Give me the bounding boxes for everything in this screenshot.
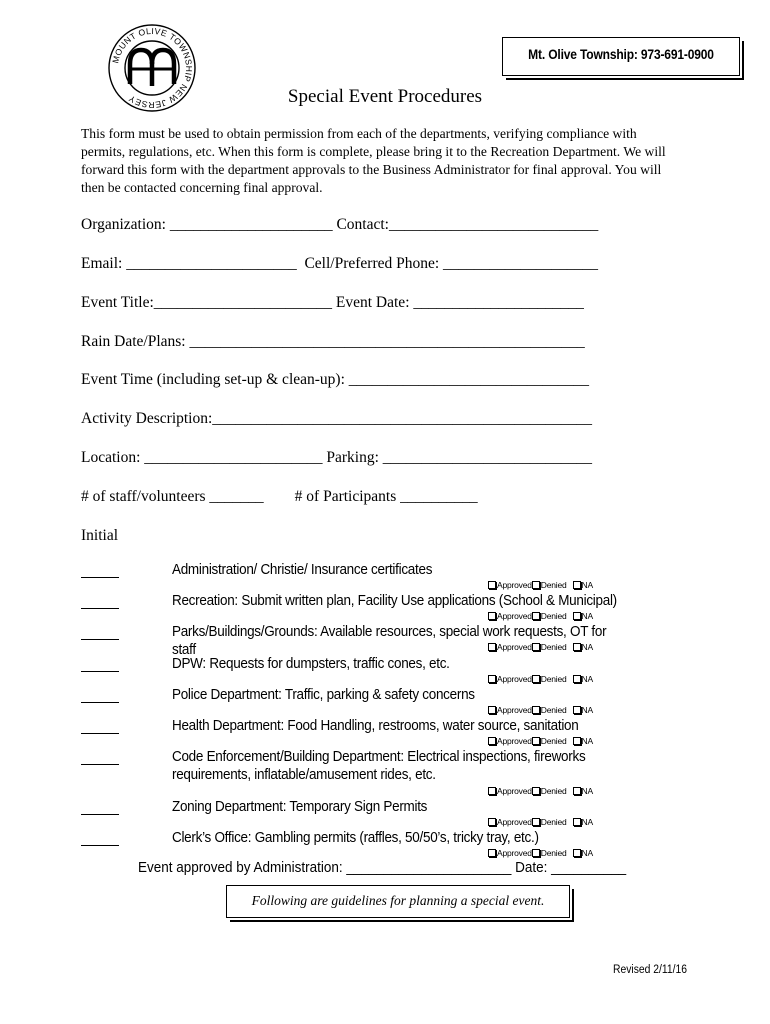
- approved-checkbox[interactable]: [488, 787, 496, 795]
- na-checkbox[interactable]: [573, 849, 581, 857]
- denied-label: Denied: [540, 642, 567, 652]
- initial-blank[interactable]: [81, 732, 119, 734]
- phone-number: Mt. Olive Township: 973-691-0900: [528, 46, 714, 62]
- approved-label: Approved: [497, 848, 532, 858]
- event-title-date-field[interactable]: Event Title:_______________________ Event Date: ______________________: [81, 294, 584, 311]
- na-checkbox[interactable]: [573, 737, 581, 745]
- department-line: Health Department: Food Handling, restrooms, water source, sanitation: [172, 718, 579, 734]
- department-requirement: [172, 717, 628, 735]
- denied-label: Denied: [540, 580, 567, 590]
- initial-blank[interactable]: [81, 638, 119, 640]
- approved-label: Approved: [497, 736, 532, 746]
- department-requirement: [172, 623, 628, 659]
- initial-blank[interactable]: [81, 763, 119, 765]
- approved-checkbox[interactable]: [488, 849, 496, 857]
- denied-checkbox[interactable]: [532, 849, 540, 857]
- na-label: NA: [581, 611, 593, 621]
- initial-blank[interactable]: [81, 607, 119, 609]
- approved-checkbox[interactable]: [488, 818, 496, 826]
- approval-status-options: [488, 611, 593, 621]
- phone-box: [502, 37, 740, 76]
- approval-status-options: [488, 848, 593, 858]
- na-label: NA: [581, 736, 593, 746]
- department-line: Police Department: Traffic, parking & safety concerns: [172, 687, 475, 703]
- denied-checkbox[interactable]: [532, 643, 540, 651]
- initial-blank[interactable]: [81, 576, 119, 578]
- na-label: NA: [581, 674, 593, 684]
- approval-status-options: [488, 817, 593, 827]
- department-requirement: [172, 748, 628, 784]
- approved-checkbox[interactable]: [488, 643, 496, 651]
- department-line: DPW: Requests for dumpsters, traffic cones, etc.: [172, 656, 450, 672]
- department-requirement: [172, 686, 628, 704]
- na-label: NA: [581, 705, 593, 715]
- event-time-field[interactable]: Event Time (including set-up & clean-up): _______________________________: [81, 371, 590, 388]
- denied-checkbox[interactable]: [532, 787, 540, 795]
- approved-label: Approved: [497, 611, 532, 621]
- denied-label: Denied: [540, 736, 567, 746]
- initial-blank[interactable]: [81, 701, 119, 703]
- approved-label: Approved: [497, 580, 532, 590]
- approved-label: Approved: [497, 817, 532, 827]
- intro-paragraph: This form must be used to obtain permission from each of the departments, verifying compliance with permits, regulations, etc. When this form is complete, please bring it to the Recreation Department. We will forward this form with the department approvals to the Business Administrator for final approval. You will then be contacted concerning final approval.: [81, 126, 666, 195]
- page-title: Special Event Procedures: [287, 86, 483, 107]
- denied-label: Denied: [540, 817, 567, 827]
- na-label: NA: [581, 848, 593, 858]
- denied-label: Denied: [540, 611, 567, 621]
- approval-status-options: [488, 786, 593, 796]
- na-checkbox[interactable]: [573, 612, 581, 620]
- denied-label: Denied: [540, 786, 567, 796]
- logo-text: MOUNT OLIVE TOWNSHIP NEW JERSEY: [110, 25, 195, 111]
- department-line: Code Enforcement/Building Department: Electrical inspections, fireworks: [172, 749, 586, 765]
- activity-description-field[interactable]: Activity Description:_________________________________________________: [81, 410, 593, 427]
- department-line: Clerk’s Office: Gambling permits (raffles, 50/50’s, tricky tray, etc.): [172, 830, 539, 846]
- approved-checkbox[interactable]: [488, 675, 496, 683]
- denied-checkbox[interactable]: [532, 818, 540, 826]
- na-label: NA: [581, 580, 593, 590]
- approval-status-options: [488, 580, 593, 590]
- approved-label: Approved: [497, 674, 532, 684]
- na-label: NA: [581, 642, 593, 652]
- initial-blank[interactable]: [81, 813, 119, 815]
- department-line: Zoning Department: Temporary Sign Permits: [172, 799, 428, 815]
- department-line: Administration/ Christie/ Insurance certificates: [172, 562, 433, 578]
- na-checkbox[interactable]: [573, 643, 581, 651]
- na-checkbox[interactable]: [573, 581, 581, 589]
- denied-checkbox[interactable]: [532, 581, 540, 589]
- approved-label: Approved: [497, 642, 532, 652]
- approved-label: Approved: [497, 786, 532, 796]
- guidelines-box: [226, 885, 570, 918]
- approval-status-options: [488, 736, 593, 746]
- initial-blank[interactable]: [81, 844, 119, 846]
- department-line: Parks/Buildings/Grounds: Available resources, special work requests, OT for staff: [172, 624, 607, 658]
- approved-label: Approved: [497, 705, 532, 715]
- na-label: NA: [581, 786, 593, 796]
- na-checkbox[interactable]: [573, 818, 581, 826]
- denied-label: Denied: [540, 848, 567, 858]
- organization-contact-field[interactable]: Organization: _____________________ Contact:___________________________: [81, 216, 599, 233]
- department-requirement: [172, 655, 628, 673]
- approved-checkbox[interactable]: [488, 581, 496, 589]
- admin-approval-field[interactable]: Event approved by Administration: ______________________ Date: __________: [138, 860, 627, 876]
- denied-label: Denied: [540, 674, 567, 684]
- denied-checkbox[interactable]: [532, 675, 540, 683]
- guidelines-text: Following are guidelines for planning a special event.: [251, 893, 545, 908]
- approval-status-options: [488, 674, 593, 684]
- initial-blank[interactable]: [81, 670, 119, 672]
- department-line-2: requirements, inflatable/amusement rides, etc.: [172, 767, 436, 783]
- email-phone-field[interactable]: Email: ______________________ Cell/Preferred Phone: ____________________: [81, 255, 599, 272]
- denied-checkbox[interactable]: [532, 737, 540, 745]
- approval-status-options: [488, 642, 593, 652]
- department-requirement: [172, 561, 628, 579]
- na-label: NA: [581, 817, 593, 827]
- rain-date-field[interactable]: Rain Date/Plans: ___________________________________________________: [81, 333, 585, 350]
- na-checkbox[interactable]: [573, 675, 581, 683]
- na-checkbox[interactable]: [573, 787, 581, 795]
- denied-checkbox[interactable]: [532, 612, 540, 620]
- denied-checkbox[interactable]: [532, 706, 540, 714]
- location-parking-field[interactable]: Location: _______________________ Parking: ___________________________: [81, 449, 593, 466]
- na-checkbox[interactable]: [573, 706, 581, 714]
- approved-checkbox[interactable]: [488, 706, 496, 714]
- department-requirement: [172, 592, 628, 610]
- approved-checkbox[interactable]: [488, 612, 496, 620]
- department-requirement: [172, 829, 628, 847]
- denied-label: Denied: [540, 705, 567, 715]
- approved-checkbox[interactable]: [488, 737, 496, 745]
- staff-participants-field[interactable]: # of staff/volunteers _______ # of Participants __________: [81, 488, 478, 505]
- approval-status-options: [488, 705, 593, 715]
- department-requirement: [172, 798, 628, 816]
- revised-date: Revised 2/11/16: [613, 964, 688, 976]
- department-line: Recreation: Submit written plan, Facility Use applications (School & Municipal): [172, 593, 617, 609]
- initial-label: Initial: [81, 527, 119, 544]
